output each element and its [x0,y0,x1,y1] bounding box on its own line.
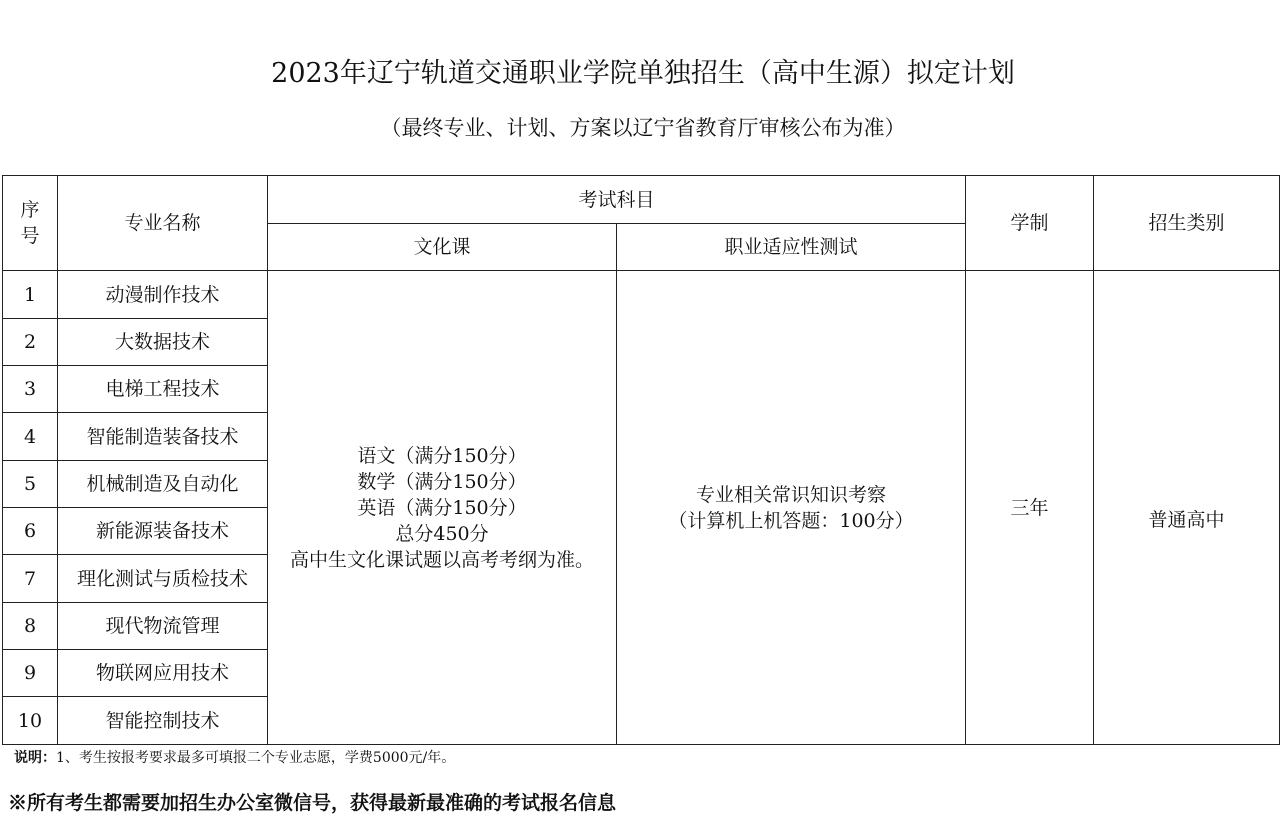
header-seq [3,176,58,271]
aptitude-line: 专业相关常识知识考察 [696,483,887,506]
notes-line1: 1、考生按报考要求最多可填报二个专业志愿，学费5000元/年。 [56,750,456,766]
row-seq: 9 [3,650,58,697]
duration-value: 三年 [966,271,1094,745]
notes [14,748,455,768]
culture-line: 数学（满分150分） [357,470,527,493]
row-major: 现代物流管理 [58,603,268,650]
header-aptitude-test: 职业适应性测试 [617,224,966,271]
culture-course-requirements [268,271,617,745]
header-seq-line1: 序 [20,199,40,221]
header-seq-line2: 号 [20,225,40,247]
culture-line: 语文（满分150分） [357,444,527,467]
row-major: 电梯工程技术 [58,366,268,413]
header-category: 招生类别 [1094,176,1280,271]
footer-note: ※所有考生都需要加招生办公室微信号，获得最新最准确的考试报名信息 [8,792,617,814]
row-major: 机械制造及自动化 [58,461,268,508]
row-major: 智能制造装备技术 [58,413,268,461]
row-seq: 1 [3,271,58,319]
row-major: 物联网应用技术 [58,650,268,697]
header-culture-course: 文化课 [268,224,617,271]
row-seq: 2 [3,319,58,366]
row-seq: 6 [3,508,58,555]
row-seq: 3 [3,366,58,413]
row-seq: 7 [3,555,58,603]
row-major: 大数据技术 [58,319,268,366]
aptitude-test-requirements [617,271,966,745]
culture-line: 总分450分 [395,522,489,545]
header-major-name: 专业名称 [58,176,268,271]
category-value: 普通高中 [1094,271,1280,745]
document-subtitle: （最终专业、计划、方案以辽宁省教育厅审核公布为准） [380,116,906,140]
enrollment-plan-table [2,175,1280,745]
row-major: 动漫制作技术 [58,271,268,319]
culture-line: 高中生文化课试题以高考考纲为准。 [289,548,594,571]
aptitude-line: （计算机上机答题：100分） [668,509,914,532]
row-seq: 8 [3,603,58,650]
row-seq: 5 [3,461,58,508]
row-seq: 10 [3,697,58,745]
row-seq: 4 [3,413,58,461]
header-exam-subjects: 考试科目 [268,176,966,224]
row-major: 智能控制技术 [58,697,268,745]
culture-line: 英语（满分150分） [357,496,527,519]
row-major: 新能源装备技术 [58,508,268,555]
table-row [3,271,1280,319]
row-major: 理化测试与质检技术 [58,555,268,603]
document-title: 2023年辽宁轨道交通职业学院单独招生（高中生源）拟定计划 [271,58,1015,89]
header-duration: 学制 [966,176,1094,271]
notes-label: 说明： [14,750,56,766]
